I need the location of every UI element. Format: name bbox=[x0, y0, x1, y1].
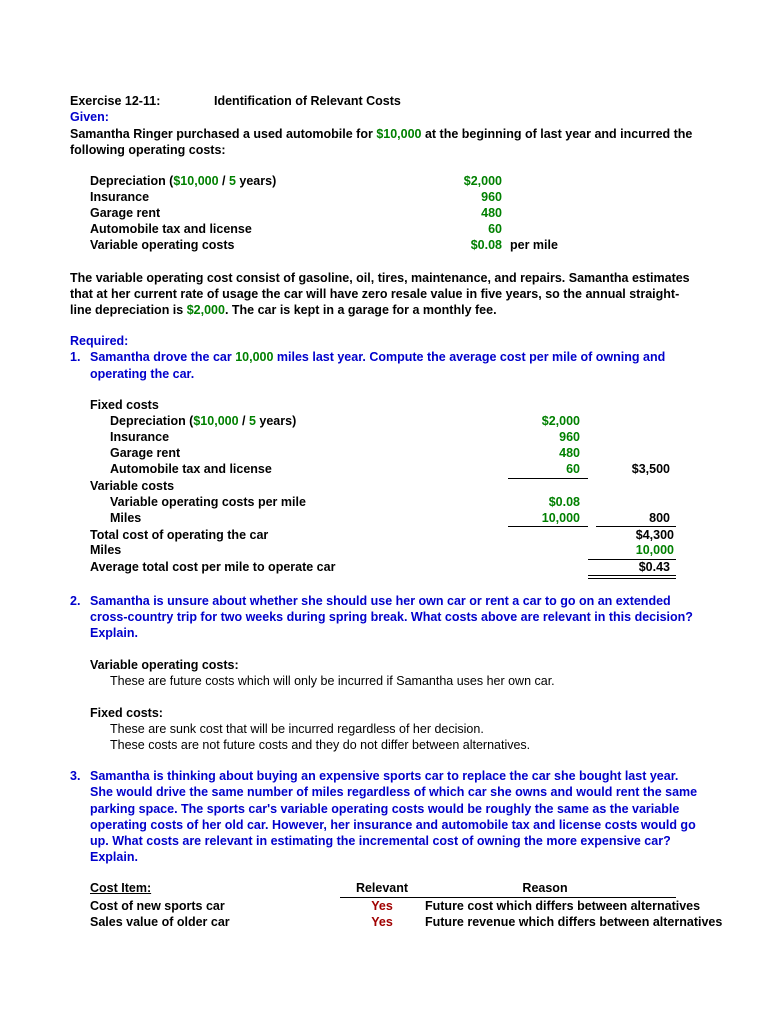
exercise-number: Exercise 12-11: bbox=[70, 94, 161, 108]
given-variable-value: $0.08 bbox=[470, 238, 502, 252]
q1-garage-label: Garage rent bbox=[110, 446, 181, 460]
relevant-header: Relevant bbox=[355, 881, 409, 895]
given-depreciation-label: Depreciation ($10,000 / 5 years) bbox=[90, 174, 277, 188]
q1-garage-value: 480 bbox=[559, 446, 580, 460]
cost-item-header: Cost Item: bbox=[90, 881, 152, 895]
question-2-line2: cross-country trip for two weeks during spring break. What costs above are relevant in this decision? bbox=[90, 610, 693, 624]
given-depreciation-value: $2,000 bbox=[463, 174, 502, 188]
given-paragraph-line1: Samantha Ringer purchased a used automobile for $10,000 at the beginning of last year and incurred the bbox=[70, 127, 693, 141]
average-cost-value: $0.43 bbox=[638, 560, 670, 574]
total-cost-label: Total cost of operating the car bbox=[90, 528, 269, 542]
question-2-number: 2. bbox=[70, 594, 81, 608]
given-variable-unit: per mile bbox=[510, 238, 558, 252]
cost-item-row-2: Sales value of older car bbox=[90, 915, 230, 929]
q1-insurance-label: Insurance bbox=[110, 430, 170, 444]
q1-depreciation-label: Depreciation ($10,000 / 5 years) bbox=[110, 414, 297, 428]
relevant-row-2: Yes bbox=[371, 915, 393, 929]
double-rule-top bbox=[588, 575, 676, 576]
q1-tax-label: Automobile tax and license bbox=[110, 462, 272, 476]
given-insurance-label: Insurance bbox=[90, 190, 150, 204]
reason-row-1: Future cost which differs between alternatives bbox=[425, 899, 701, 913]
average-cost-label: Average total cost per mile to operate car bbox=[90, 560, 336, 574]
given-garage-value: 480 bbox=[481, 206, 502, 220]
required-label: Required: bbox=[70, 334, 129, 348]
given-garage-label: Garage rent bbox=[90, 206, 161, 220]
reason-row-2: Future revenue which differs between alternatives bbox=[425, 915, 723, 929]
question-2-line1: Samantha is unsure about whether she should use her own car or rent a car to go on an extended bbox=[90, 594, 671, 608]
fixed-costs-total: $3,500 bbox=[631, 462, 670, 476]
subtotal-rule bbox=[508, 478, 588, 479]
q1-miles-label: Miles bbox=[110, 511, 142, 525]
given-paragraph2-line2: that at her current rate of usage the car will have zero resale value in five years, so the annual straight- bbox=[70, 287, 680, 301]
question-3-line3: parking space. The sports car's variable operating costs would be roughly the same as the variable bbox=[90, 802, 680, 816]
q1-variable-per-mile-label: Variable operating costs per mile bbox=[110, 495, 306, 509]
relevant-row-1: Yes bbox=[371, 899, 393, 913]
question-3-line6: Explain. bbox=[90, 850, 138, 864]
question-1-line1: Samantha drove the car 10,000 miles last year. Compute the average cost per mile of owning and bbox=[90, 350, 666, 364]
total-miles-value: 10,000 bbox=[635, 543, 674, 557]
cost-item-row-1: Cost of new sports car bbox=[90, 899, 225, 913]
given-tax-value: 60 bbox=[488, 222, 502, 236]
fixed-costs-explanation-heading: Fixed costs: bbox=[90, 706, 163, 720]
given-variable-label: Variable operating costs bbox=[90, 238, 235, 252]
fixed-costs-explanation-2: These costs are not future costs and they do not differ between alternatives. bbox=[110, 738, 531, 752]
q1-variable-per-mile-value: $0.08 bbox=[548, 495, 580, 509]
question-1-line2: operating the car. bbox=[90, 367, 195, 381]
total-cost-value: $4,300 bbox=[635, 528, 674, 542]
reason-header: Reason bbox=[522, 881, 568, 895]
total-miles-label: Miles bbox=[90, 543, 122, 557]
q1-insurance-value: 960 bbox=[559, 430, 580, 444]
q1-miles-value: 10,000 bbox=[541, 511, 580, 525]
variable-costs-total: 800 bbox=[649, 511, 670, 525]
fixed-costs-heading: Fixed costs bbox=[90, 398, 159, 412]
given-paragraph-line2: following operating costs: bbox=[70, 143, 226, 157]
question-1-number: 1. bbox=[70, 350, 81, 364]
variable-costs-heading: Variable costs bbox=[90, 479, 175, 493]
variable-operating-explanation: These are future costs which will only be incurred if Samantha uses her own car. bbox=[110, 674, 555, 688]
given-insurance-value: 960 bbox=[481, 190, 502, 204]
question-3-line4: operating costs of her old car. However, her insurance and automobile tax and license costs would go bbox=[90, 818, 696, 832]
given-paragraph2-line3: line depreciation is $2,000. The car is kept in a garage for a monthly fee. bbox=[70, 303, 497, 317]
variable-operating-heading: Variable operating costs: bbox=[90, 658, 239, 672]
question-3-number: 3. bbox=[70, 769, 81, 783]
double-rule-bottom bbox=[588, 578, 676, 579]
exercise-title: Identification of Relevant Costs bbox=[214, 94, 401, 108]
q1-tax-value: 60 bbox=[566, 462, 580, 476]
given-label: Given: bbox=[70, 110, 109, 124]
fixed-costs-explanation-1: These are sunk cost that will be incurred regardless of her decision. bbox=[110, 722, 484, 736]
q1-depreciation-value: $2,000 bbox=[541, 414, 580, 428]
question-2-line3: Explain. bbox=[90, 626, 138, 640]
question-3-line1: Samantha is thinking about buying an expensive sports car to replace the car she bought last year. bbox=[90, 769, 679, 783]
variable-rule bbox=[508, 526, 588, 527]
given-tax-label: Automobile tax and license bbox=[90, 222, 252, 236]
question-3-line5: up. What costs are relevant in estimating the incremental cost of owning the more expensive car? bbox=[90, 834, 671, 848]
question-3-line2: She would drive the same number of miles regardless of which car she owns and would rent the same bbox=[90, 785, 698, 799]
given-paragraph2-line1: The variable operating cost consist of gasoline, oil, tires, maintenance, and repairs. Samantha estimates bbox=[70, 271, 690, 285]
